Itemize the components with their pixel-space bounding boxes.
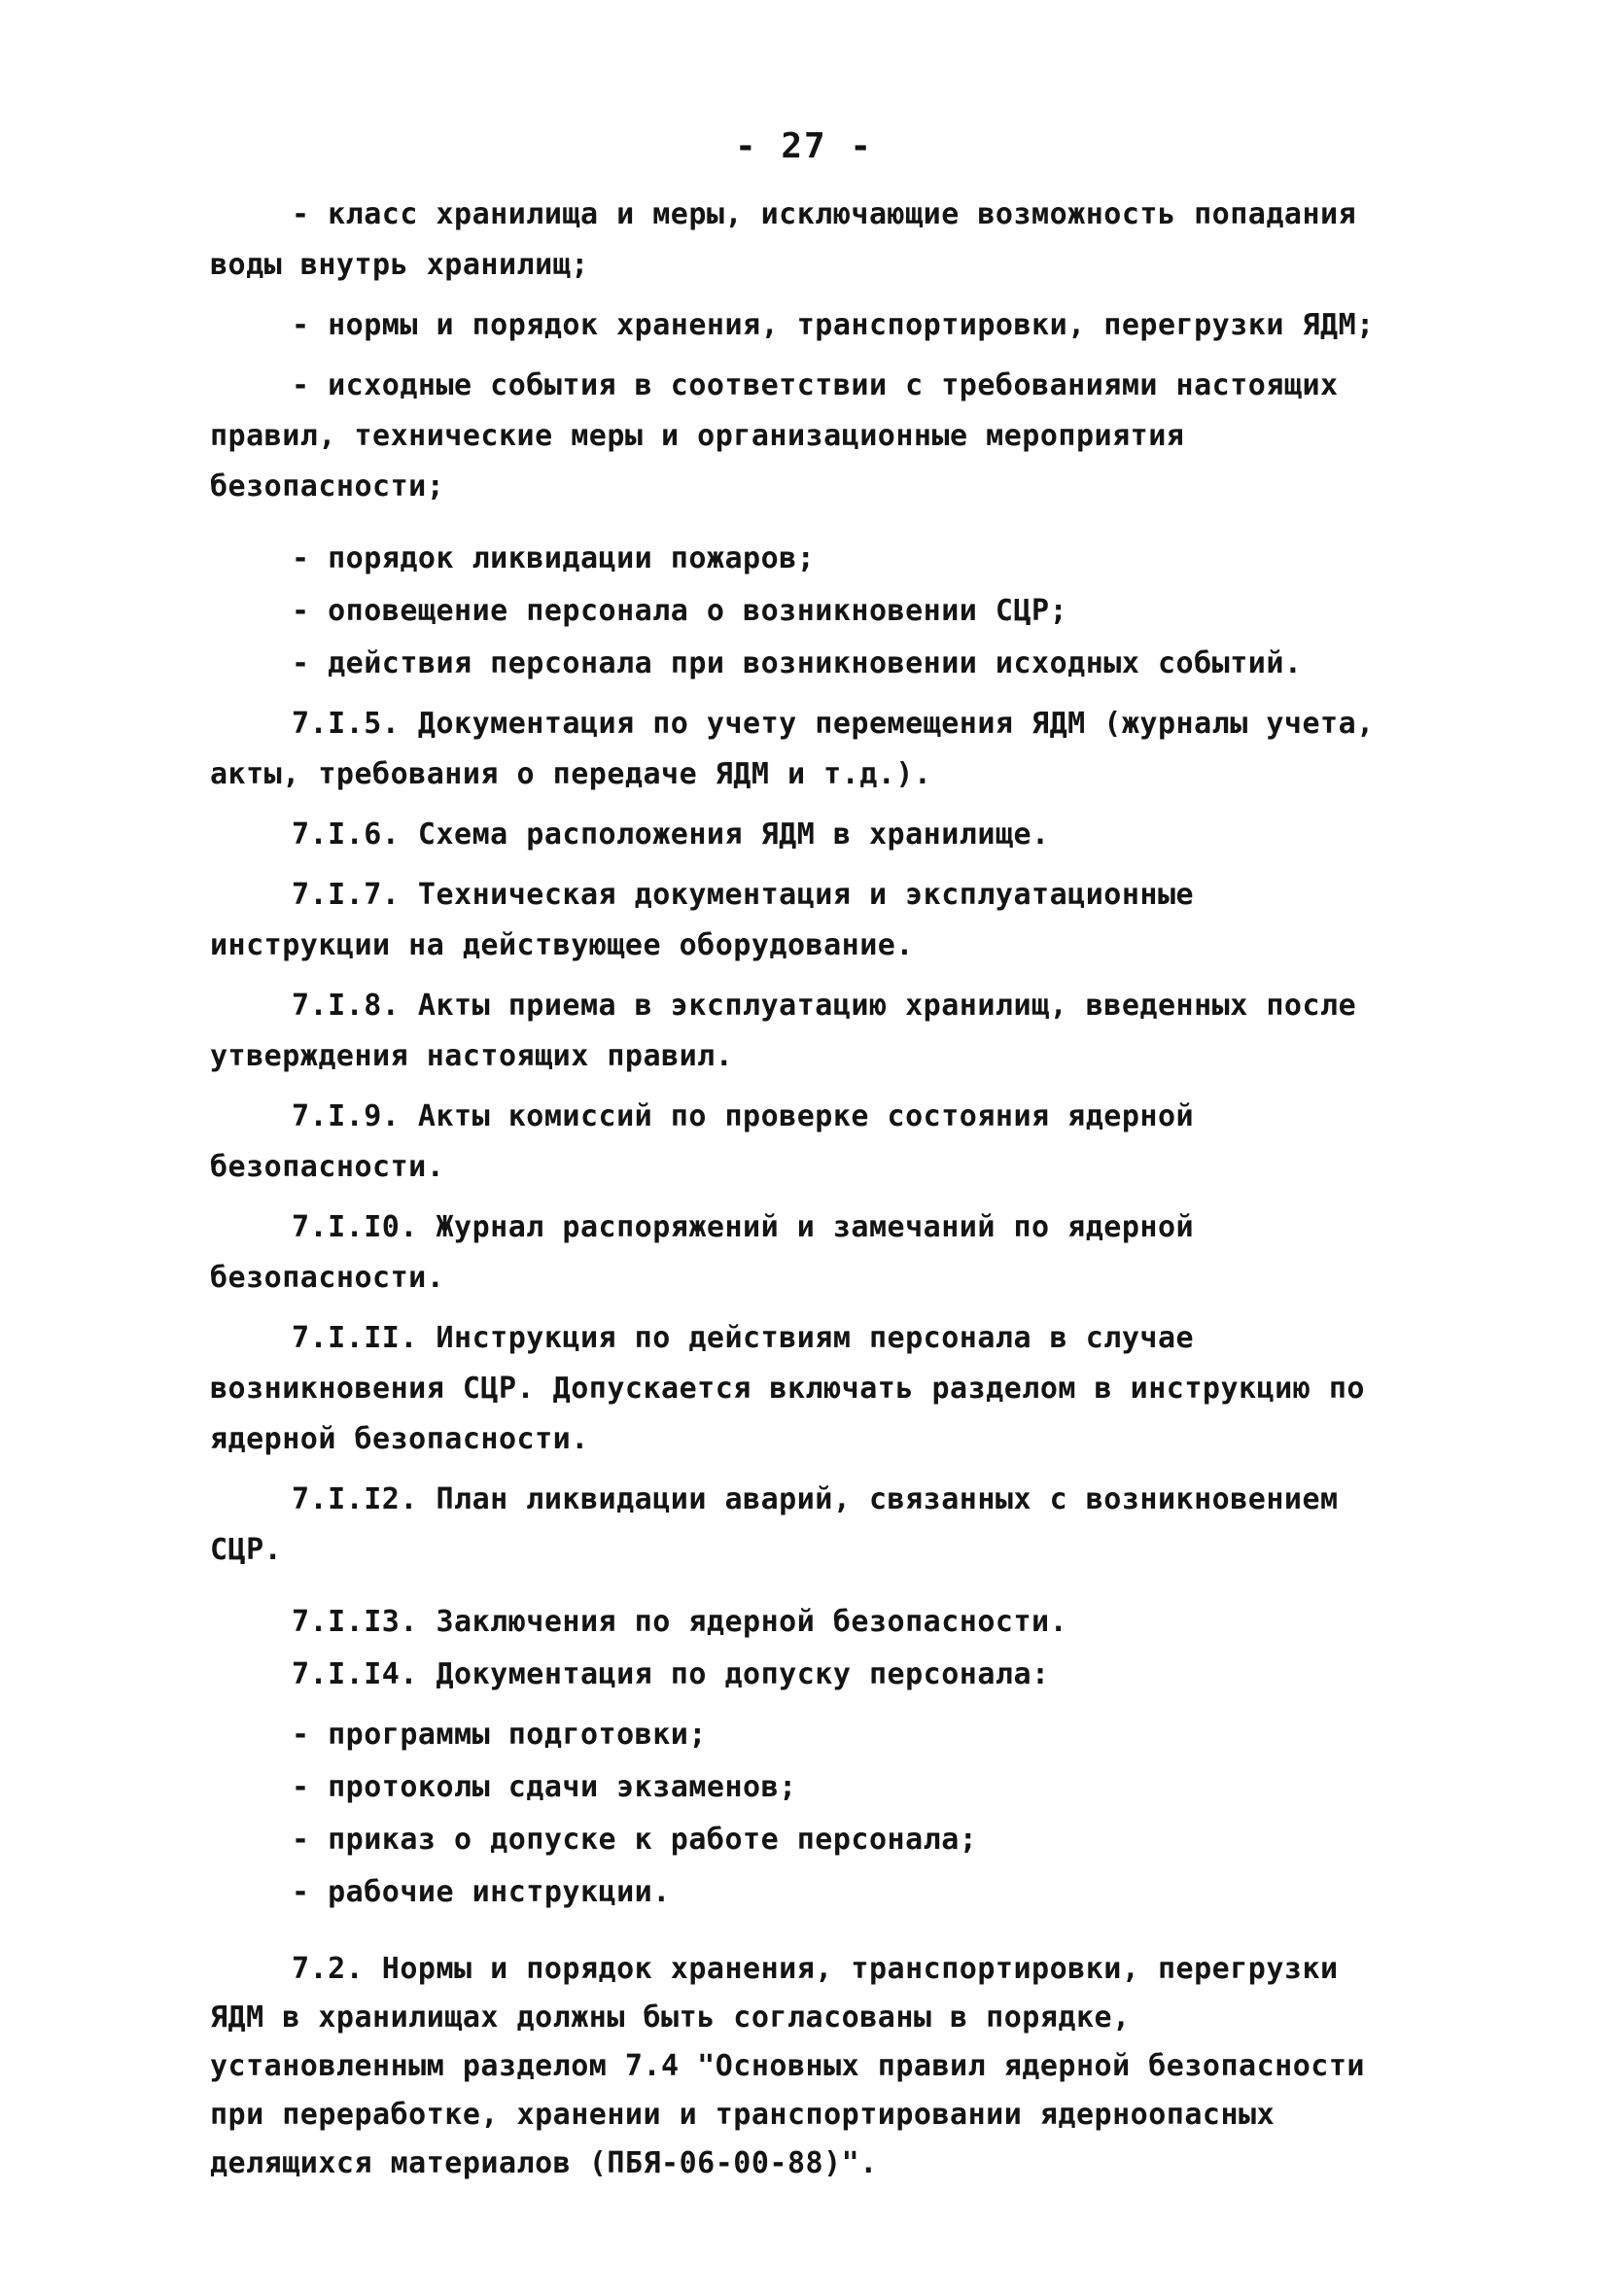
clause-7-1-5: 7.І.5. Документация по учету перемещения ЯДМ (журналы учета, акты, требования о передаче ЯДМ и т.д.). <box>210 707 1375 791</box>
clause-7-1-9: 7.І.9. Акты комиссий по проверке состояния ядерной безопасности. <box>210 1099 1195 1184</box>
clause-7-1-8: 7.І.8. Акты приема в эксплуатацию хранилищ, введенных после утверждения настоящих правил. <box>210 989 1357 1073</box>
clause-7-1-10: 7.І.І0. Журнал распоряжений и замечаний по ядерной безопасности. <box>210 1210 1195 1295</box>
list-item-storage-norms: - нормы и порядок хранения, транспортировки, перегрузки ЯДМ; <box>292 308 1375 342</box>
list-item-personnel-actions: - действия персонала при возникновении исходных событий. <box>292 646 1303 680</box>
list-item-initial-events: - исходные события в соответствии с требованиями настоящих правил, технические меры и организационные мероприятия безопасности; <box>210 368 1339 504</box>
list-item-storage-class: - класс хранилища и меры, исключающие возможность попадания воды внутрь хранилищ; <box>210 197 1357 282</box>
page-number: - 27 - <box>734 126 874 166</box>
list-item-work-instructions: - рабочие инструкции. <box>292 1875 671 1909</box>
document-body <box>210 190 1377 2198</box>
clause-7-1-7: 7.І.7. Техническая документация и эксплуатационные инструкции на действующее оборудование. <box>210 878 1195 962</box>
clause-7-1-12: 7.І.І2. План ликвидации аварий, связанных с возникновением СЦР. <box>210 1482 1339 1567</box>
clause-7-1-11: 7.І.ІІ. Инструкция по действиям персонала в случае возникновения СЦР. Допускается включать разделом в инструкцию по ядерной безопасности. <box>210 1321 1365 1456</box>
list-item-fire-liquidation: - порядок ликвидации пожаров; <box>292 541 816 575</box>
list-item-personnel-notification: - оповещение персонала о возникновении СЦР; <box>292 594 1068 628</box>
clause-7-2: 7.2. Нормы и порядок хранения, транспортировки, перегрузки ЯДМ в хранилищах должны быть согласованы в порядке, установленным разделом 7.4 "Основных правил ядерной безопасности при переработке, хранении и транспортировании ядерноопасных делящихся материалов (ПБЯ-06-00-88)". <box>210 1952 1365 2180</box>
clause-7-1-13: 7.І.ІЗ. Заключения по ядерной безопасности. <box>292 1605 1068 1639</box>
list-item-admission-order: - приказ о допуске к работе персонала; <box>292 1823 978 1857</box>
clause-7-1-6: 7.І.6. Схема расположения ЯДМ в хранилище. <box>292 818 1050 852</box>
list-item-training-programs: - программы подготовки; <box>292 1718 707 1752</box>
list-item-exam-protocols: - протоколы сдачи экзаменов; <box>292 1770 797 1804</box>
clause-7-1-14: 7.І.І4. Документация по допуску персонала: <box>292 1657 1050 1691</box>
